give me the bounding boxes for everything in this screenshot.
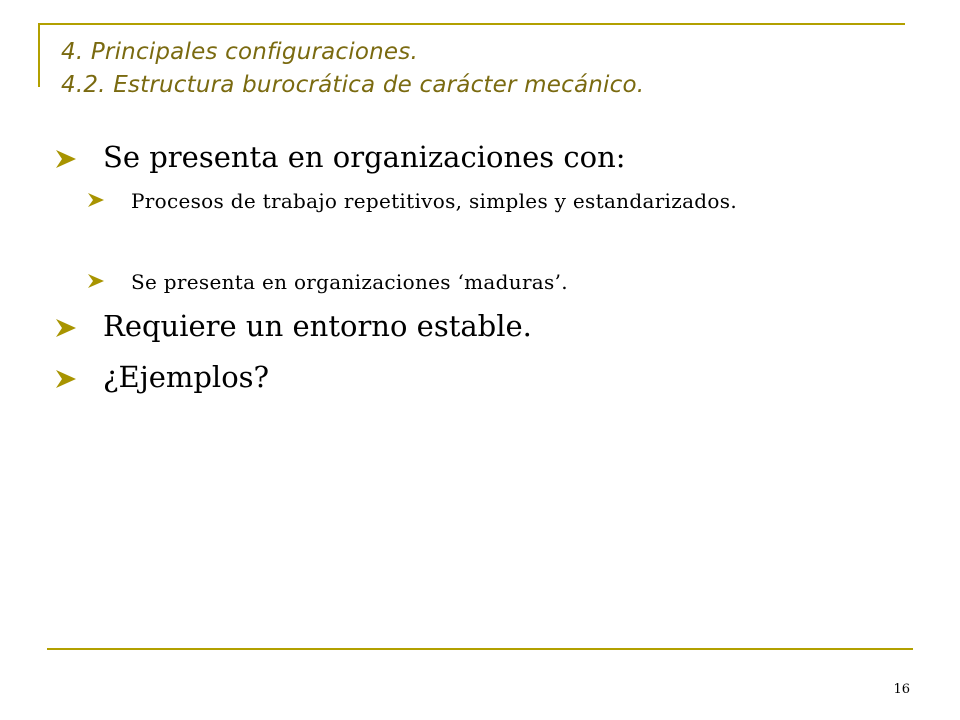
title-line-2: 4.2. Estructura burocrática de carácter mecánico.: [61, 72, 645, 98]
bullet-item: [56, 309, 532, 343]
title-line-1: 4. Principales configuraciones.: [61, 39, 418, 65]
bullet-text: ¿Ejemplos?: [103, 360, 270, 394]
arrowhead-bullet-icon: [88, 193, 131, 207]
bullet-text: Requiere un entorno estable.: [103, 309, 532, 343]
arrowhead-bullet-icon: [56, 370, 103, 388]
sub-bullet-item: [88, 267, 568, 297]
bullet-item: [56, 140, 626, 174]
frame-top-line: [38, 23, 905, 25]
sub-bullet-item: [88, 186, 768, 216]
page-number: 16: [893, 682, 910, 697]
frame-left-line: [38, 23, 40, 87]
arrowhead-bullet-icon: [56, 319, 103, 337]
slide-title: [61, 36, 921, 102]
sub-bullet-text: Procesos de trabajo repetitivos, simples y estandarizados.: [131, 189, 737, 213]
footer-divider-line: [47, 648, 913, 650]
arrowhead-bullet-icon: [88, 274, 131, 288]
sub-bullet-text: Se presenta en organizaciones ‘maduras’.: [131, 270, 568, 294]
bullet-text: Se presenta en organizaciones con:: [103, 140, 626, 174]
arrowhead-bullet-icon: [56, 150, 103, 168]
bullet-item: [56, 360, 269, 394]
